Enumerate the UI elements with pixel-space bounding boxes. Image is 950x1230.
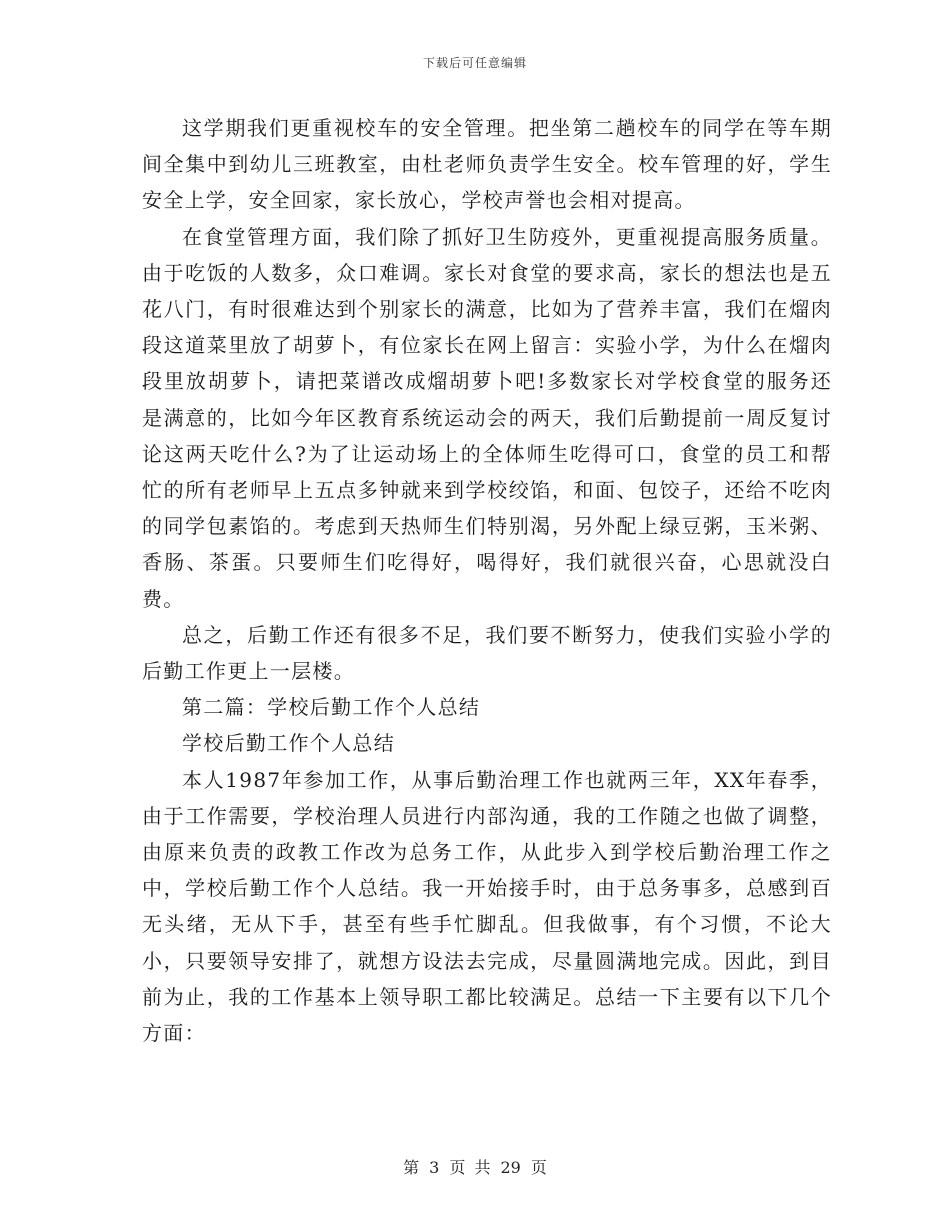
paragraph-personal-summary: 本人1987年参加工作，从事后勤治理工作也就两三年，XX年春季，由于工作需要，学校治理人员进行内部沟通，我的工作随之也做了调整，由原来负责的政教工作改为总务工作，从此步入到学校后勤治理工作之中，学校后勤工作个人总结。我一开始接手时，由于总务事多，总感到百无头绪，无从下手，甚至有些手忙脚乱。但我做事，有个习惯，不论大小，只要领导安排了，就想方设法去完成，尽量圆满地完成。因此，到目前为止，我的工作基本上领导职工都比较满足。总结一下主要有以下几个方面：: [142, 767, 832, 1046]
footer-current-page: 3: [429, 1158, 440, 1177]
footer-label-suffix: 页: [530, 1158, 547, 1177]
paragraph-canteen: 在食堂管理方面，我们除了抓好卫生防疫外，更重视提高服务质量。由于吃饭的人数多，众口难调。家长对食堂的要求高，家长的想法也是五花八门，有时很难达到个别家长的满意，比如为了营养丰富，我们在熘肉段这道菜里放了胡萝卜，有位家长在网上留言：实验小学，为什么在熘肉段里放胡萝卜，请把菜谱改成熘胡萝卜吧!多数家长对学校食堂的服务还是满意的，比如今年区教育系统运动会的两天，我们后勤提前一周反复讨论这两天吃什么?为了让运动场上的全体师生吃得可口，食堂的员工和帮忙的所有老师早上五点多钟就来到学校绞馅，和面、包饺子，还给不吃肉的同学包素馅的。考虑到天热师生们特别渴，另外配上绿豆粥，玉米粥、香肠、茶蛋。只要师生们吃得好，喝得好，我们就很兴奋，心思就没白费。: [142, 224, 832, 611]
page-footer: [0, 1155, 950, 1178]
paragraph-conclusion: 总之，后勤工作还有很多不足，我们要不断努力，使我们实验小学的后勤工作更上一层楼。: [142, 622, 832, 684]
document-body: [142, 110, 832, 1051]
header-note: 下载后可任意编辑: [422, 56, 527, 70]
section-heading: 第二篇：学校后勤工作个人总结: [182, 695, 481, 720]
footer-label-middle: 页 共: [449, 1158, 491, 1177]
paragraph-school-bus: 这学期我们更重视校车的安全管理。把坐第二趟校车的同学在等车期间全集中到幼儿三班教室，由杜老师负责学生安全。校车管理的好，学生安全上学，安全回家，家长放心，学校声誉也会相对提高。: [142, 116, 832, 213]
section-subtitle: 学校后勤工作个人总结: [182, 731, 395, 756]
footer-total-pages: 29: [500, 1158, 521, 1177]
footer-label-prefix: 第: [403, 1158, 420, 1177]
